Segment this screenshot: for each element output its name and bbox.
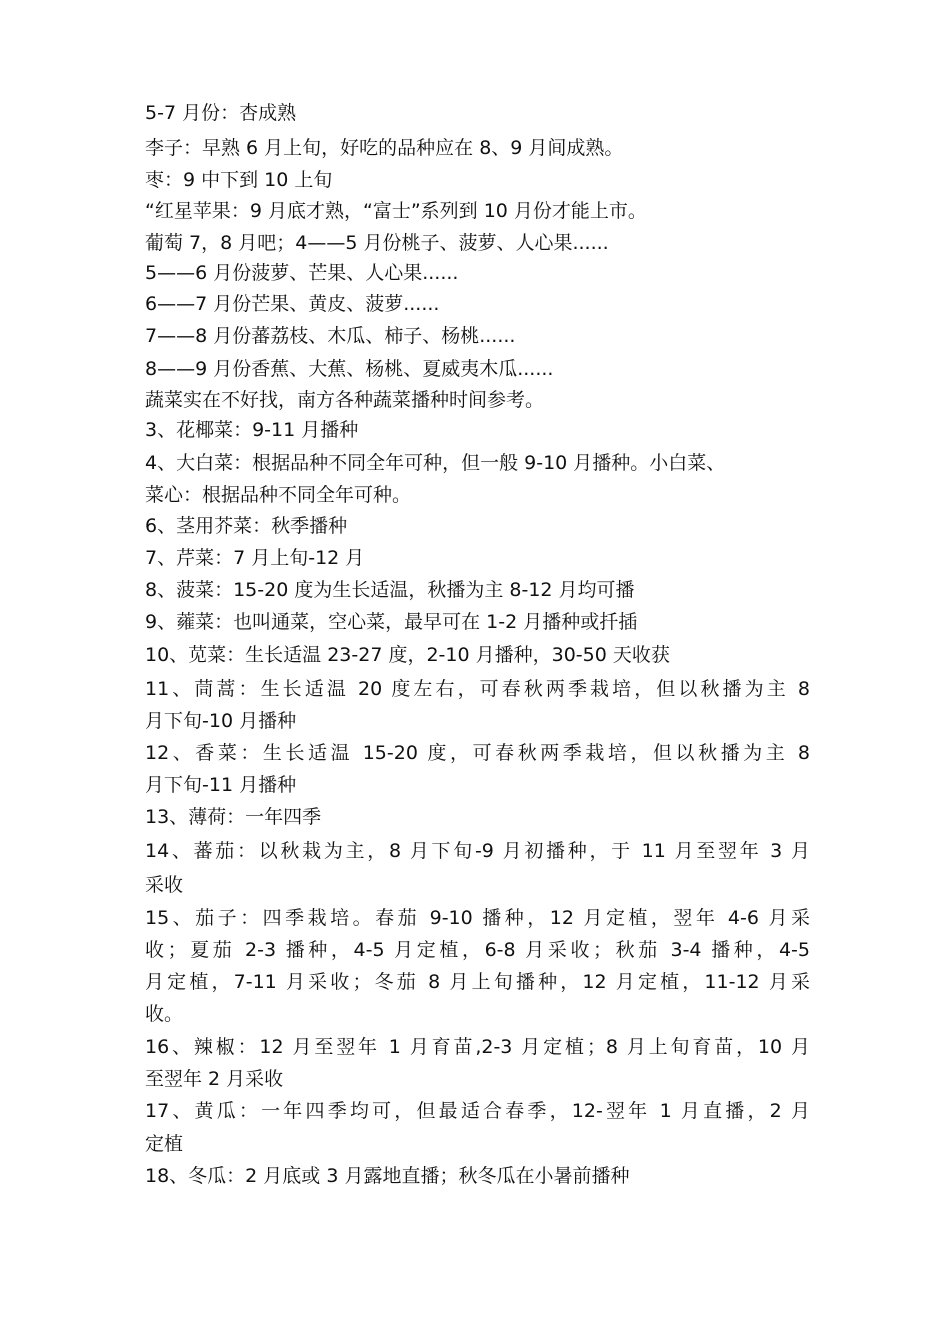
text-line: “红星苹果：9 月底才熟，“富士”系列到 10 月份才能上市。 — [145, 200, 647, 222]
text-line: 17、黄瓜：一年四季均可，但最适合春季，12-翌年 1 月直播，2 月 — [145, 1100, 810, 1122]
text-line: 8、菠菜：15-20 度为生长适温，秋播为主 8-12 月均可播 — [145, 579, 635, 601]
text-line: 18、冬瓜：2 月底或 3 月露地直播；秋冬瓜在小暑前播种 — [145, 1165, 630, 1187]
text-line: 定植 — [145, 1133, 184, 1155]
text-line: 3、花椰菜：9-11 月播种 — [145, 419, 359, 441]
text-line: 9、蕹菜：也叫通菜，空心菜，最早可在 1-2 月播种或扦插 — [145, 611, 638, 633]
text-line: 14、蕃茄：以秋栽为主，8 月下旬-9 月初播种，于 11 月至翌年 3 月 — [145, 840, 810, 862]
text-line: 11、茼蒿：生长适温 20 度左右，可春秋两季栽培，但以秋播为主 8 — [145, 678, 810, 700]
text-line: 蔬菜实在不好找，南方各种蔬菜播种时间参考。 — [145, 389, 545, 411]
text-line: 葡萄 7，8 月吧；4——5 月份桃子、菠萝、人心果...... — [145, 232, 609, 254]
text-line: 10、苋菜：生长适温 23-27 度，2-10 月播种，30-50 天收获 — [145, 644, 670, 666]
text-line: 月定植，7-11 月采收；冬茄 8 月上旬播种，12 月定植，11-12 月采 — [145, 971, 810, 993]
text-line: 5-7 月份：杏成熟 — [145, 102, 297, 124]
text-line: 6、茎用芥菜：秋季播种 — [145, 515, 348, 537]
text-line: 13、薄荷：一年四季 — [145, 806, 322, 828]
text-line: 7——8 月份蕃荔枝、木瓜、柿子、杨桃...... — [145, 325, 516, 347]
text-line: 收；夏茄 2-3 播种，4-5 月定植，6-8 月采收；秋茄 3-4 播种，4-5 — [145, 939, 810, 961]
text-line: 月下旬-11 月播种 — [145, 774, 297, 796]
text-line: 16、辣椒：12 月至翌年 1 月育苗,2-3 月定植；8 月上旬育苗，10 月 — [145, 1036, 810, 1058]
text-line: 15、茄子：四季栽培。春茄 9-10 播种，12 月定植，翌年 4-6 月采 — [145, 907, 810, 929]
text-line: 4、大白菜：根据品种不同全年可种，但一般 9-10 月播种。小白菜、 — [145, 452, 726, 474]
text-line: 收。 — [145, 1003, 184, 1025]
text-line: 菜心：根据品种不同全年可种。 — [145, 484, 412, 506]
text-line: 12、香菜：生长适温 15-20 度，可春秋两季栽培，但以秋播为主 8 — [145, 742, 810, 764]
text-line: 8——9 月份香蕉、大蕉、杨桃、夏威夷木瓜...... — [145, 358, 554, 380]
document-body — [145, 96, 810, 1192]
text-line: 李子：早熟 6 月上旬，好吃的品种应在 8、9 月间成熟。 — [145, 137, 624, 159]
text-line: 6——7 月份芒果、黄皮、菠萝...... — [145, 293, 440, 315]
text-line: 至翌年 2 月采收 — [145, 1068, 284, 1090]
text-line: 枣：9 中下到 10 上旬 — [145, 169, 333, 191]
text-line: 5——6 月份菠萝、芒果、人心果...... — [145, 262, 459, 284]
text-line: 7、芹菜：7 月上旬-12 月 — [145, 547, 365, 569]
text-line: 采收 — [145, 874, 184, 896]
text-line: 月下旬-10 月播种 — [145, 710, 297, 732]
